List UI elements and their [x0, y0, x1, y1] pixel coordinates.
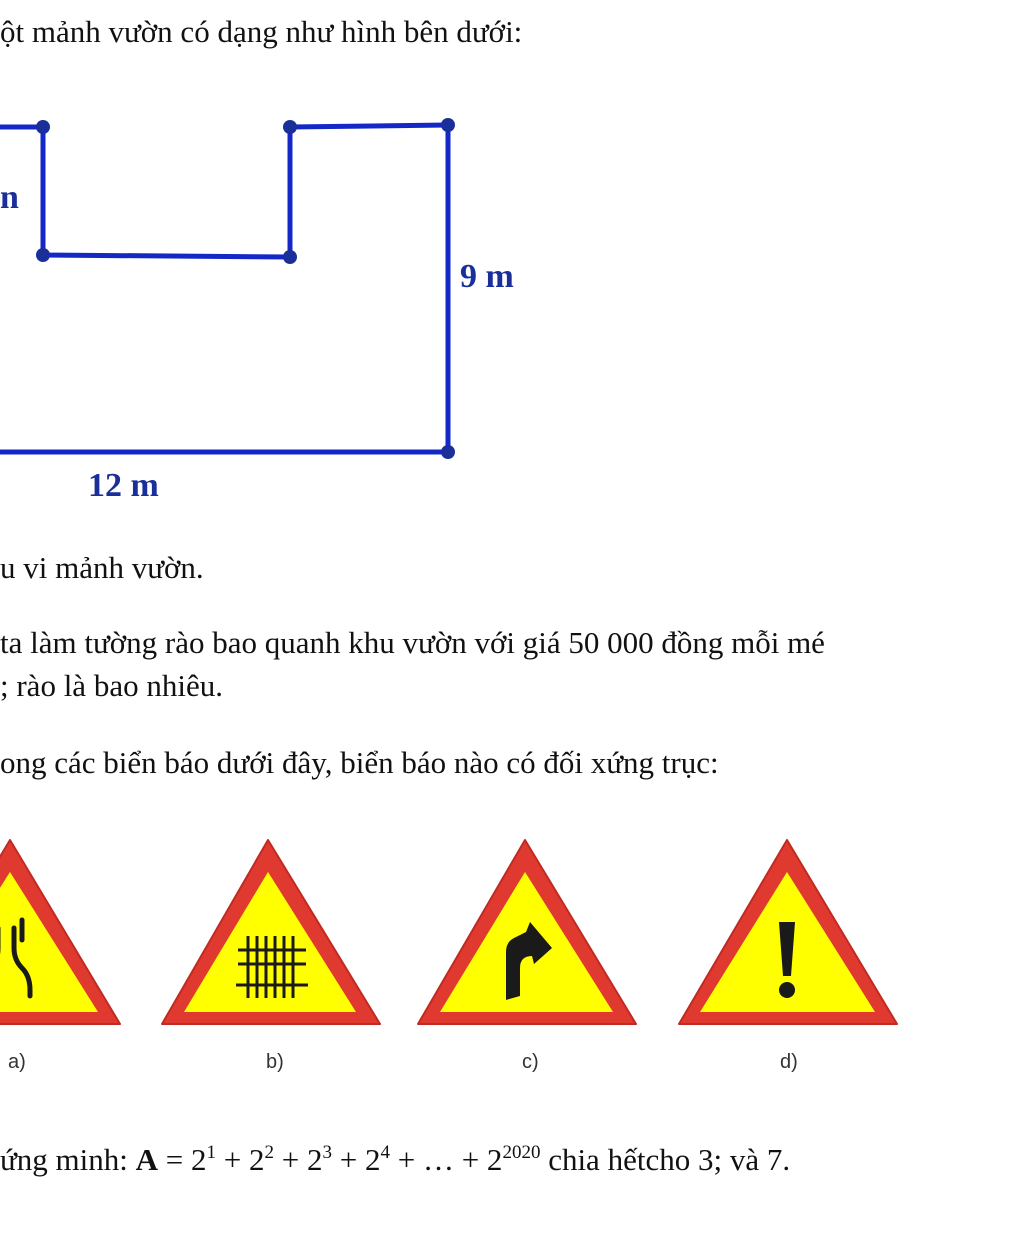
proof-suffix: chia hếtcho 3; và 7. — [540, 1142, 791, 1177]
proof-term: = 2 — [158, 1142, 207, 1177]
intro-text: ột mảnh vườn có dạng như hình bên dưới: — [0, 14, 523, 49]
exponent: 4 — [380, 1142, 390, 1163]
dimension-left-label: n — [0, 179, 19, 216]
garden-vertices — [36, 118, 455, 459]
exponent: 3 — [322, 1142, 332, 1163]
sign-d — [679, 840, 897, 1024]
question-signs: ong các biển báo dưới đây, biển báo nào có đối xứng trục: — [0, 745, 719, 780]
question-fence-line2: ; rào là bao nhiêu. — [0, 668, 223, 703]
vertex — [283, 250, 297, 264]
proof-prefix: ứng minh: — [0, 1142, 136, 1177]
vertex — [36, 120, 50, 134]
garden-diagram — [0, 118, 514, 504]
question-perimeter: u vi mảnh vườn. — [0, 550, 204, 585]
sign-caption-c: c) — [522, 1051, 539, 1073]
sign-b — [162, 840, 380, 1024]
sign-caption-d: d) — [780, 1051, 798, 1073]
vertex — [441, 445, 455, 459]
sign-caption-b: b) — [266, 1051, 284, 1073]
proof-variable: A — [135, 1142, 159, 1177]
exponent: 2 — [264, 1142, 274, 1163]
vertex — [283, 120, 297, 134]
proof-term: + 2 — [331, 1142, 381, 1177]
dimension-right-label: 9 m — [460, 258, 514, 295]
traffic-signs — [0, 840, 897, 1073]
vertex — [36, 248, 50, 262]
exponent: 2020 — [502, 1142, 541, 1163]
question-fence-line1: ta làm tường rào bao quanh khu vườn với giá 50 000 đồng mỗi mé — [0, 625, 825, 660]
garden-outline — [0, 125, 448, 452]
dimension-bottom-label: 12 m — [88, 467, 159, 504]
sign-a — [0, 840, 120, 1024]
proof-statement — [0, 1142, 790, 1178]
proof-term: + … + 2 — [389, 1142, 503, 1177]
sign-c — [418, 840, 636, 1024]
proof-term: + 2 — [274, 1142, 323, 1177]
proof-term: + 2 — [216, 1142, 265, 1177]
vertex — [441, 118, 455, 132]
sign-caption-a: a) — [8, 1051, 26, 1073]
exponent: 1 — [206, 1142, 217, 1163]
